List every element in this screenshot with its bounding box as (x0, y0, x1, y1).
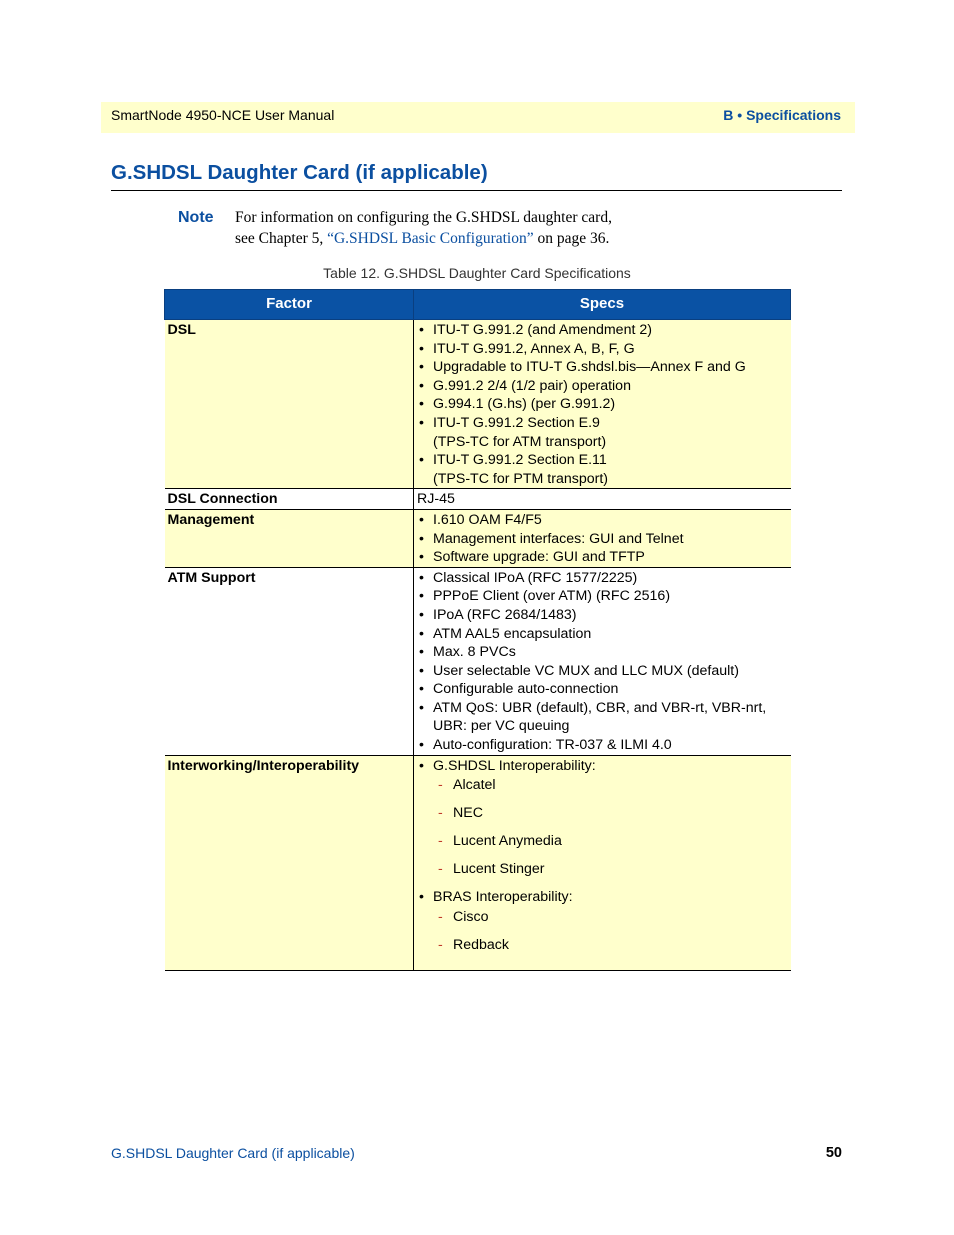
spec-group-label: BRAS Interoperability: (433, 889, 573, 906)
section-reference: B • Specifications (723, 107, 841, 123)
table-row (165, 755, 791, 970)
note-label: Note (178, 209, 214, 226)
spec-item: • Software upgrade: GUI and TFTP (417, 548, 788, 567)
factor-cell: ATM Support (165, 567, 414, 755)
spec-item-continuation: (TPS-TC for ATM transport) (433, 433, 607, 450)
factor-cell: DSL Connection (165, 489, 414, 510)
spec-group (417, 888, 788, 964)
spec-item-text: ITU-T G.991.2 Section E.11 (433, 452, 607, 469)
specs-cell (414, 567, 791, 755)
vendor-item: - NEC (433, 804, 788, 832)
manual-title: SmartNode 4950-NCE User Manual (111, 107, 335, 123)
factor-cell: Management (165, 509, 414, 567)
specs-cell (414, 320, 791, 489)
title-rule (111, 190, 842, 191)
spec-item-continuation: UBR: per VC queuing (433, 718, 570, 735)
spec-item: • Management interfaces: GUI and Telnet (417, 530, 788, 549)
vendor-item: - Redback (433, 936, 788, 964)
spec-item (417, 414, 788, 451)
note-suffix: on page 36. (533, 229, 610, 247)
spec-item: • G.994.1 (G.hs) (per G.991.2) (417, 395, 788, 414)
table-row (165, 567, 791, 755)
note-line-1: For information on configuring the G.SHDSL daughter card, (235, 209, 612, 226)
vendor-item: - Lucent Stinger (433, 860, 788, 888)
spec-item: • ITU-T G.991.2 (and Amendment 2) (417, 321, 788, 340)
spec-group-label: G.SHDSL Interoperability: (433, 757, 596, 774)
specs-cell: RJ-45 (414, 489, 791, 510)
spec-table (164, 289, 791, 971)
spec-item: • Classical IPoA (RFC 1577/2225) (417, 569, 788, 588)
header-factor: Factor (165, 290, 414, 320)
spec-item-continuation: (TPS-TC for PTM transport) (433, 470, 608, 487)
spec-item: • Auto-configuration: TR-037 & ILMI 4.0 (417, 736, 788, 755)
header-specs: Specs (414, 290, 791, 320)
spec-item: • I.610 OAM F4/F5 (417, 511, 788, 530)
page-number: 50 (825, 1145, 842, 1161)
note-line-2 (235, 229, 795, 250)
chapter-link[interactable]: “G.SHDSL Basic Configuration” (327, 229, 534, 247)
spec-item: • Upgradable to ITU-T G.shdsl.bis—Annex F and G (417, 358, 788, 377)
table-header-row (165, 290, 791, 320)
section-title: G.SHDSL Daughter Card (if applicable) (111, 161, 488, 184)
vendor-item: - Lucent Anymedia (433, 832, 788, 860)
spec-group (417, 757, 788, 889)
table-caption: Table 12. G.SHDSL Daughter Card Specifications (323, 265, 631, 281)
spec-item (417, 699, 788, 736)
table-row (165, 489, 791, 510)
note-body (235, 208, 795, 249)
specs-cell (414, 755, 791, 970)
spec-item: • PPPoE Client (over ATM) (RFC 2516) (417, 587, 788, 606)
spec-item: • IPoA (RFC 2684/1483) (417, 606, 788, 625)
spec-item-text: ITU-T G.991.2 Section E.9 (433, 414, 600, 431)
spec-item: • ATM AAL5 encapsulation (417, 625, 788, 644)
spec-item: • Max. 8 PVCs (417, 643, 788, 662)
table-row (165, 320, 791, 489)
vendor-item: - Alcatel (433, 776, 788, 804)
spec-item: • ITU-T G.991.2, Annex A, B, F, G (417, 340, 788, 359)
factor-cell: Interworking/Interoperability (165, 755, 414, 970)
factor-cell: DSL (165, 320, 414, 489)
spec-item: • User selectable VC MUX and LLC MUX (default) (417, 662, 788, 681)
spec-item: • G.991.2 2/4 (1/2 pair) operation (417, 377, 788, 396)
specs-cell (414, 509, 791, 567)
spec-item (417, 451, 788, 488)
vendor-item: - Cisco (433, 908, 788, 936)
note-prefix: see Chapter 5, (235, 229, 328, 247)
table-row (165, 509, 791, 567)
spec-item-text: ATM QoS: UBR (default), CBR, and VBR-rt, VBR-nrt, (433, 699, 767, 716)
footer-section-name: G.SHDSL Daughter Card (if applicable) (111, 1145, 355, 1161)
spec-item: • Configurable auto-connection (417, 680, 788, 699)
